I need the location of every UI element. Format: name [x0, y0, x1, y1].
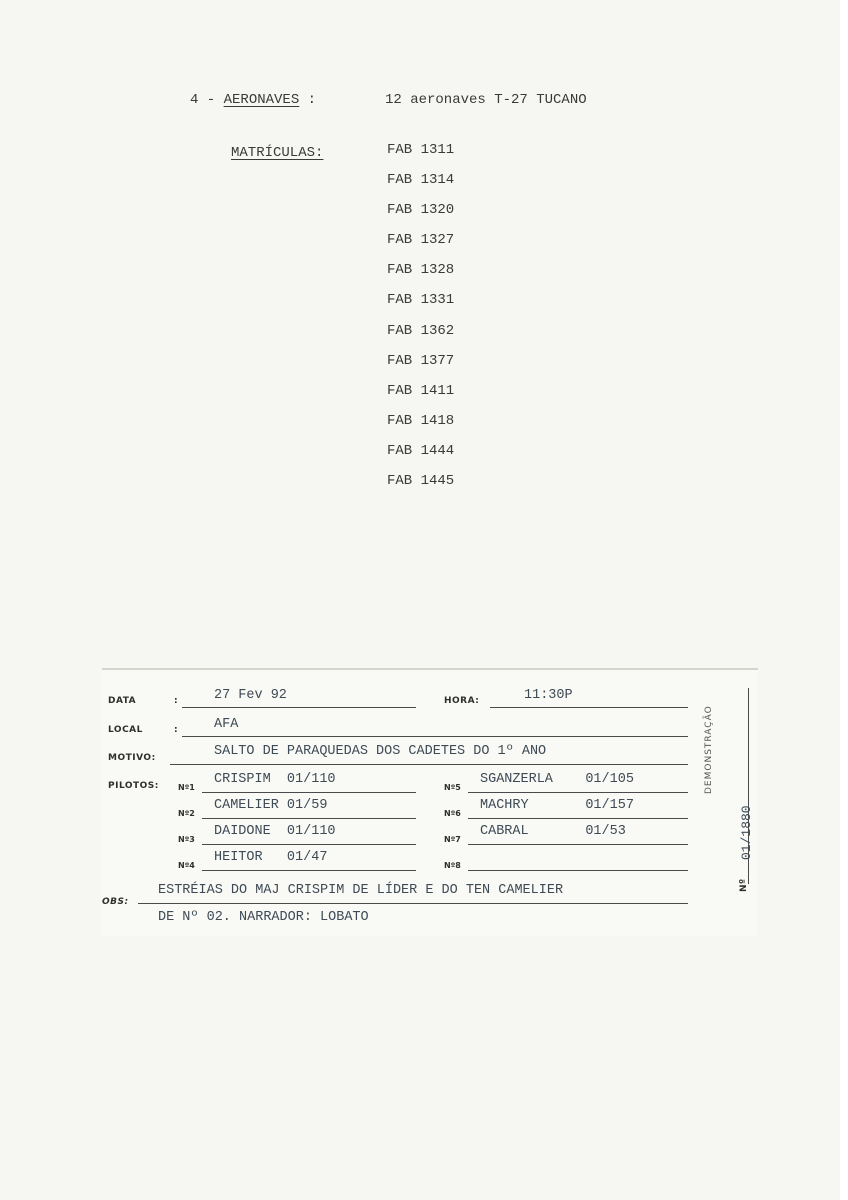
pilot-value: CRISPIM 01/110: [214, 772, 336, 787]
local-label: LOCAL: [108, 725, 143, 735]
obs-label: OBS:: [102, 897, 129, 907]
registration-item: FAB 1362: [387, 322, 455, 339]
pilot-line: [468, 844, 688, 845]
data-line: [182, 707, 416, 708]
pilot-value: CABRAL 01/53: [480, 824, 626, 839]
pilotos-label: PILOTOS:: [108, 781, 159, 791]
pilot-number: Nº7: [444, 835, 461, 844]
pilot-line: [468, 792, 688, 793]
pilot-value: MACHRY 01/157: [480, 798, 634, 813]
registrations-label: MATRÍCULAS:: [231, 145, 324, 161]
number-value: 01/1880: [739, 805, 754, 860]
obs-line-1: ESTRÉIAS DO MAJ CRISPIM DE LÍDER E DO TEN CAMELIER: [158, 883, 564, 898]
section-number: 4 -: [190, 92, 216, 108]
registration-item: FAB 1445: [387, 473, 455, 490]
registration-item: FAB 1377: [387, 352, 455, 369]
aircraft-heading: [190, 92, 316, 108]
registration-item: FAB 1411: [387, 382, 455, 399]
registration-item: FAB 1331: [387, 292, 455, 309]
pilot-line: [468, 870, 688, 871]
aircraft-value: 12 aeronaves T-27 TUCANO: [385, 92, 587, 108]
motivo-label-text: MOTIVO: [108, 753, 152, 763]
registrations-list: [387, 141, 454, 502]
pilot-number: Nº2: [178, 809, 195, 818]
pilot-number: Nº5: [444, 783, 461, 792]
pilot-line: [202, 844, 416, 845]
registration-item: FAB 1314: [387, 172, 455, 189]
demonstracao-label: DEMONSTRAÇÃO: [704, 705, 714, 794]
flight-record-card: [102, 668, 758, 936]
registration-item: FAB 1328: [387, 262, 455, 279]
pilot-number: Nº6: [444, 809, 461, 818]
hora-label: HORA:: [444, 696, 480, 706]
pilot-value: HEITOR 01/47: [214, 850, 328, 865]
pilot-line: [202, 870, 416, 871]
local-value: AFA: [214, 717, 239, 732]
obs-line-2: DE Nº 02. NARRADOR: LOBATO: [158, 910, 369, 925]
number-label: Nº: [739, 878, 749, 892]
local-colon: :: [174, 725, 179, 735]
section-title: AERONAVES: [223, 92, 300, 108]
pilot-value: CAMELIER 01/59: [214, 798, 328, 813]
data-value: 27 Fev 92: [214, 688, 287, 703]
data-colon: :: [174, 696, 179, 706]
registration-item: FAB 1444: [387, 442, 455, 459]
motivo-label: MOTIVO:: [108, 753, 156, 763]
pilot-value: SGANZERLA 01/105: [480, 772, 634, 787]
section-colon: :: [307, 92, 317, 108]
registration-item: FAB 1311: [387, 142, 455, 158]
pilot-line: [468, 818, 688, 819]
pilot-number: Nº3: [178, 835, 195, 844]
pilot-number: Nº1: [178, 783, 195, 792]
hora-value: 11:30P: [524, 688, 573, 703]
pilot-line: [202, 792, 416, 793]
pilot-number: Nº4: [178, 861, 195, 870]
registration-item: FAB 1418: [387, 412, 455, 429]
hora-line: [490, 707, 688, 708]
motivo-line: [170, 764, 688, 765]
registration-item: FAB 1320: [387, 202, 455, 219]
pilot-number: Nº8: [444, 861, 461, 870]
obs-line: [138, 903, 688, 904]
data-label: DATA: [108, 696, 137, 706]
local-line: [182, 736, 688, 737]
motivo-value: SALTO DE PARAQUEDAS DOS CADETES DO 1º ANO: [214, 744, 547, 759]
pilot-value: DAIDONE 01/110: [214, 824, 336, 839]
pilot-line: [202, 818, 416, 819]
registration-item: FAB 1327: [387, 232, 455, 249]
